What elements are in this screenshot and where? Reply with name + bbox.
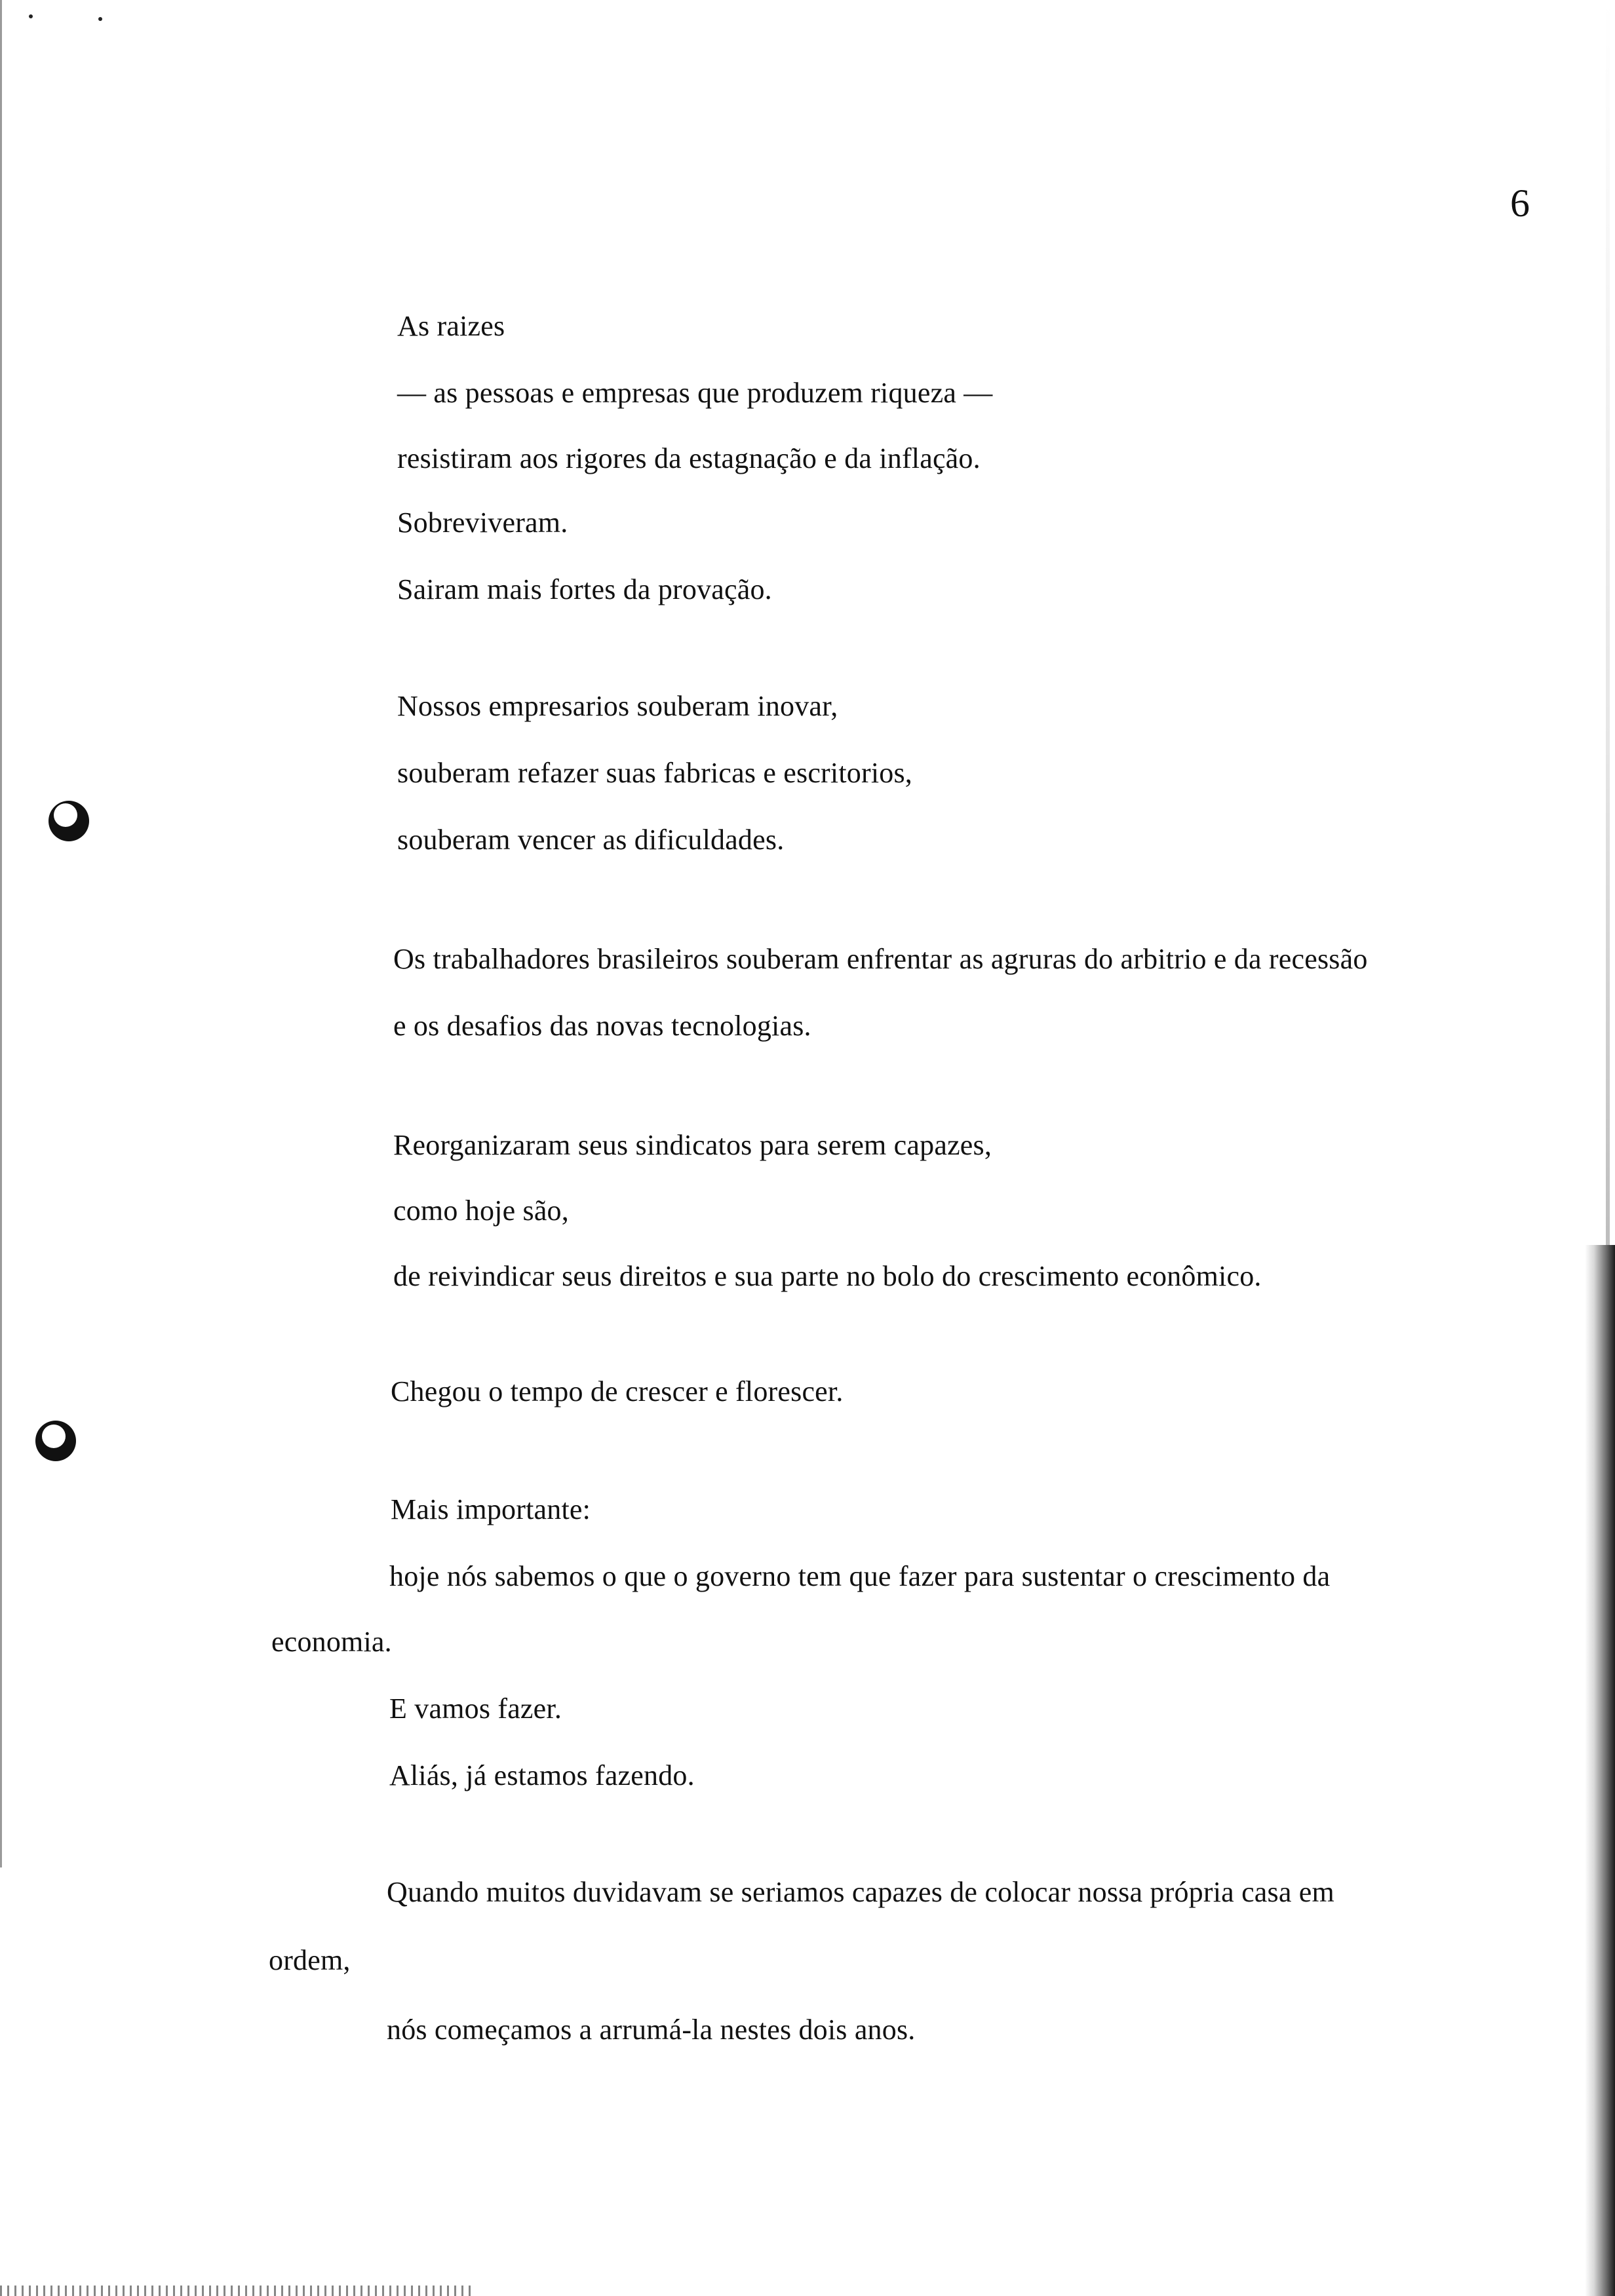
text-line: ordem, [269,1944,351,1976]
scan-right-edge-dark [1585,1245,1615,2296]
text-line: e os desafios das novas tecnologias. [393,1010,811,1042]
text-line: As raizes [397,310,505,342]
text-line: nós começamos a arrumá-la nestes dois anos. [387,2014,916,2046]
text-line: Sairam mais fortes da provação. [397,573,772,605]
scan-left-border [0,0,2,1867]
text-line: souberam vencer as dificuldades. [397,824,785,856]
scan-right-edge-shadow [1606,0,1610,1245]
text-line: Quando muitos duvidavam se seriamos capazes de colocar nossa própria casa em [387,1876,1334,1908]
punch-hole-icon [46,798,92,844]
text-line: resistiram aos rigores da estagnação e da inflação. [397,442,981,474]
text-line: Chegou o tempo de crescer e florescer. [391,1375,844,1407]
page-number: 6 [1510,182,1530,225]
text-line: como hoje são, [393,1195,569,1227]
text-line: Os trabalhadores brasileiros souberam enfrentar as agruras do arbitrio e da recessão [393,943,1368,975]
scan-bottom-noise [0,2286,472,2296]
text-line: Reorganizaram seus sindicatos para serem capazes, [393,1129,992,1161]
text-line: E vamos fazer. [389,1693,562,1725]
text-line: — as pessoas e empresas que produzem riqueza — [397,377,993,409]
text-line: Aliás, já estamos fazendo. [389,1759,695,1791]
text-line: hoje nós sabemos o que o governo tem que fazer para sustentar o crescimento da [389,1560,1331,1592]
text-line: Sobreviveram. [397,507,568,539]
text-line: Nossos empresarios souberam inovar, [397,690,838,722]
scan-speck [98,17,102,21]
text-line: souberam refazer suas fabricas e escritorios, [397,757,912,789]
text-line: Mais importante: [391,1493,591,1525]
scan-speck [29,14,33,18]
punch-hole-icon [33,1418,79,1464]
text-line: economia. [271,1626,392,1658]
text-line: de reivindicar seus direitos e sua parte no bolo do crescimento econômico. [393,1260,1262,1292]
